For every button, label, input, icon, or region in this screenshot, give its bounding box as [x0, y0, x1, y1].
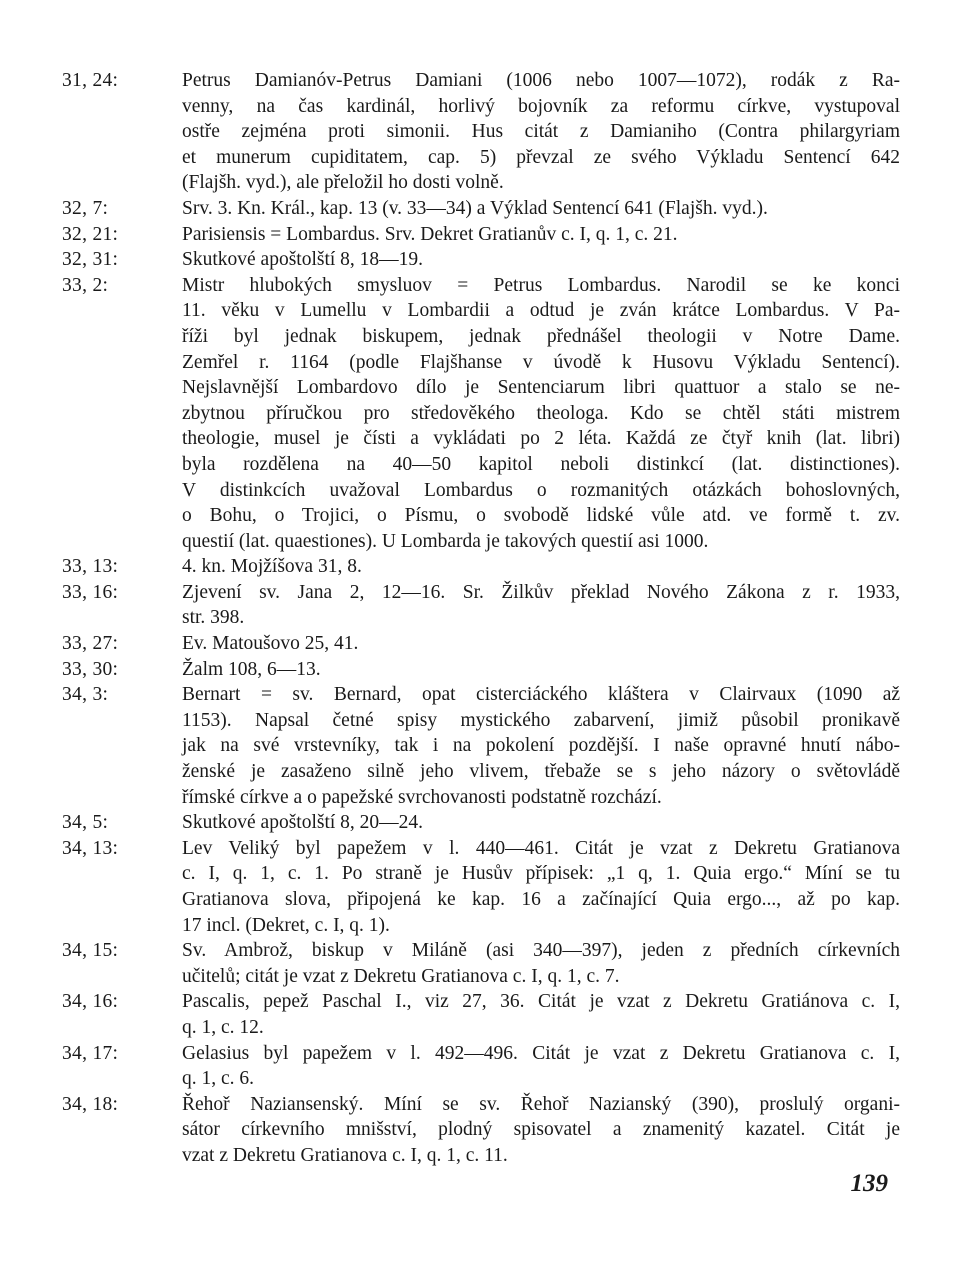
note-line: Zemřel r. 1164 (podle Flajšhanse v úvodě k Husovu Výkladu Sentencí).	[182, 351, 900, 373]
note-text	[182, 836, 900, 938]
note-entry	[62, 631, 900, 657]
note-line: Zjevení sv. Jana 2, 12—16. Sr. Žilkův překlad Nového Zákona z r. 1933,	[182, 581, 900, 603]
note-line: q. 1, c. 6.	[182, 1068, 255, 1090]
note-reference: 33, 2:	[62, 274, 109, 296]
note-text	[182, 682, 900, 810]
note-line: Žalm 108, 6—13.	[182, 658, 321, 680]
note-entry	[62, 580, 900, 631]
note-line: Sv. Ambrož, biskup v Miláně (asi 340—397), jeden z předních církevních	[182, 940, 900, 962]
note-reference: 34, 17:	[62, 1042, 119, 1064]
notes-list	[62, 68, 900, 1169]
note-text	[182, 222, 900, 248]
note-line: římské církve a o papežské svrchovanosti podstatně rozchází.	[182, 786, 662, 808]
note-entry	[62, 273, 900, 555]
note-text	[182, 554, 900, 580]
note-line: venny, na čas kardinál, horlivý bojovník za reformu církve, vystupoval	[182, 95, 900, 117]
note-line: (Flajšh. vyd.), ale přeložil ho dosti volně.	[182, 172, 504, 194]
note-line: jak na své vrstevníky, tak i na pokolení pozdější. I naše opravné hnutí nábo-	[182, 735, 900, 757]
page-number: 139	[850, 1170, 888, 1197]
note-line: 4. kn. Mojžíšova 31, 8.	[182, 556, 362, 578]
note-line: et munerum cupiditatem, cap. 5) převzal ze svého Výkladu Sentencí 642	[182, 146, 900, 168]
note-line: Srv. 3. Kn. Král., kap. 13 (v. 33—34) a Výklad Sentencí 641 (Flajšh. vyd.).	[182, 197, 768, 219]
note-line: Petrus Damianóv-Petrus Damiani (1006 nebo 1007—1072), rodák z Ra-	[182, 70, 900, 91]
note-text	[182, 273, 900, 555]
note-reference: 34, 3:	[62, 684, 109, 706]
note-text	[182, 657, 900, 683]
note-line: učitelů; citát je vzat z Dekretu Gratianova c. I, q. 1, c. 7.	[182, 965, 620, 987]
note-reference: 32, 31:	[62, 249, 119, 271]
note-reference: 32, 7:	[62, 197, 109, 219]
note-line: Skutkové apoštolští 8, 18—19.	[182, 249, 424, 271]
note-reference: 34, 5:	[62, 812, 109, 834]
note-reference: 34, 16:	[62, 991, 119, 1013]
note-reference: 33, 13:	[62, 556, 119, 578]
note-text	[182, 247, 900, 273]
note-entry	[62, 1092, 900, 1169]
note-reference: 33, 27:	[62, 633, 119, 655]
note-line: Skutkové apoštolští 8, 20—24.	[182, 812, 424, 834]
note-entry	[62, 196, 900, 222]
note-line: byla rozdělena na 40—50 kapitol neboli distinkcí (lat. distinctiones).	[182, 453, 900, 475]
note-reference: 34, 15:	[62, 940, 119, 962]
note-entry	[62, 657, 900, 683]
note-reference: 34, 13:	[62, 837, 119, 859]
note-reference: 33, 16:	[62, 581, 119, 603]
note-text	[182, 631, 900, 657]
note-reference: 31, 24:	[62, 70, 119, 91]
note-line: 17 incl. (Dekret, c. I, q. 1).	[182, 914, 390, 936]
note-line: Nejslavnější Lombardovo dílo je Sentenciarum libri quattuor a stalo se ne-	[182, 377, 900, 399]
note-line: 11. věku v Lumellu v Lombardii a odtud je zván krátce Lombardus. V Pa-	[182, 300, 900, 322]
note-line: sátor církevního mnišství, plodný spisovatel a znamenitý kazatel. Citát je	[182, 1119, 900, 1141]
note-text	[182, 1092, 900, 1169]
note-line: V distinkcích uvažoval Lombardus o rozmanitých otázkách bohoslovných,	[182, 479, 900, 501]
note-line: říži byl jednak biskupem, jednak přednášel theologii v Notre Dame.	[182, 325, 900, 347]
note-line: 1153). Napsal četné spisy mystického zabarvení, jimiž působil pronikavě	[182, 709, 900, 731]
note-reference: 33, 30:	[62, 658, 119, 680]
note-line: Řehoř Naziansenský. Míní se sv. Řehoř Nazianský (390), proslulý organi-	[182, 1093, 900, 1115]
note-line: theologie, musel je čísti a vykládati po 2 léta. Každá ze čtyř knih (lat. libri)	[182, 428, 900, 450]
note-entry	[62, 1041, 900, 1092]
note-text	[182, 68, 900, 196]
note-reference: 34, 18:	[62, 1093, 119, 1115]
note-text	[182, 938, 900, 989]
note-line: vzat z Dekretu Gratianova c. I, q. 1, c. 11.	[182, 1144, 508, 1166]
note-entry	[62, 222, 900, 248]
note-reference: 32, 21:	[62, 223, 119, 245]
note-entry	[62, 836, 900, 938]
note-line: str. 398.	[182, 607, 245, 629]
note-entry	[62, 989, 900, 1040]
note-text	[182, 196, 900, 222]
note-text	[182, 580, 900, 631]
note-text	[182, 810, 900, 836]
note-line: Bernart = sv. Bernard, opat cisterciáckého kláštera v Clairvaux (1090 až	[182, 684, 900, 706]
note-line: Lev Veliký byl papežem v l. 440—461. Citát je vzat z Dekretu Gratianova	[182, 837, 900, 859]
note-line: Pascalis, pepež Paschal I., viz 27, 36. Citát je vzat z Dekretu Gratiánova c. I,	[182, 991, 900, 1013]
note-entry	[62, 938, 900, 989]
note-line: Gratianova slova, připojená ke kap. 16 a začínající Quia ergo..., až po kap.	[182, 889, 900, 910]
note-line: ženské je zasaženo silně jeho vlivem, třebaže se s jeho názory o světovládě	[182, 761, 900, 783]
note-entry	[62, 554, 900, 580]
note-entry	[62, 810, 900, 836]
note-text	[182, 989, 900, 1040]
note-line: c. I, q. 1, c. 1. Po straně je Husův přípisek: „1 q, 1. Quia ergo.“ Míní se tu	[182, 863, 900, 885]
note-line: zbytnou příručkou pro středověkého theologa. Kdo se chtěl státi mistrem	[182, 402, 900, 424]
note-line: ostře zejména proti simonii. Hus citát z Damianiho (Contra philargyriam	[182, 121, 900, 143]
note-entry	[62, 682, 900, 810]
note-line: Ev. Matoušovo 25, 41.	[182, 633, 359, 655]
note-line: Mistr hlubokých smysluov = Petrus Lombardus. Narodil se ke konci	[182, 274, 900, 296]
note-line: Parisiensis = Lombardus. Srv. Dekret Gratianův c. I, q. 1, c. 21.	[182, 223, 678, 245]
note-line: q. 1, c. 12.	[182, 1016, 264, 1038]
note-line: Gelasius byl papežem v l. 492—496. Citát je vzat z Dekretu Gratianova c. I,	[182, 1042, 900, 1064]
note-text	[182, 1041, 900, 1092]
note-entry	[62, 247, 900, 273]
note-line: o Bohu, o Trojici, o Písmu, o svobodě lidské vůle atd. ve formě t. zv.	[182, 505, 900, 527]
note-entry	[62, 68, 900, 196]
note-line: questií (lat. quaestiones). U Lombarda je takových questií asi 1000.	[182, 530, 709, 552]
